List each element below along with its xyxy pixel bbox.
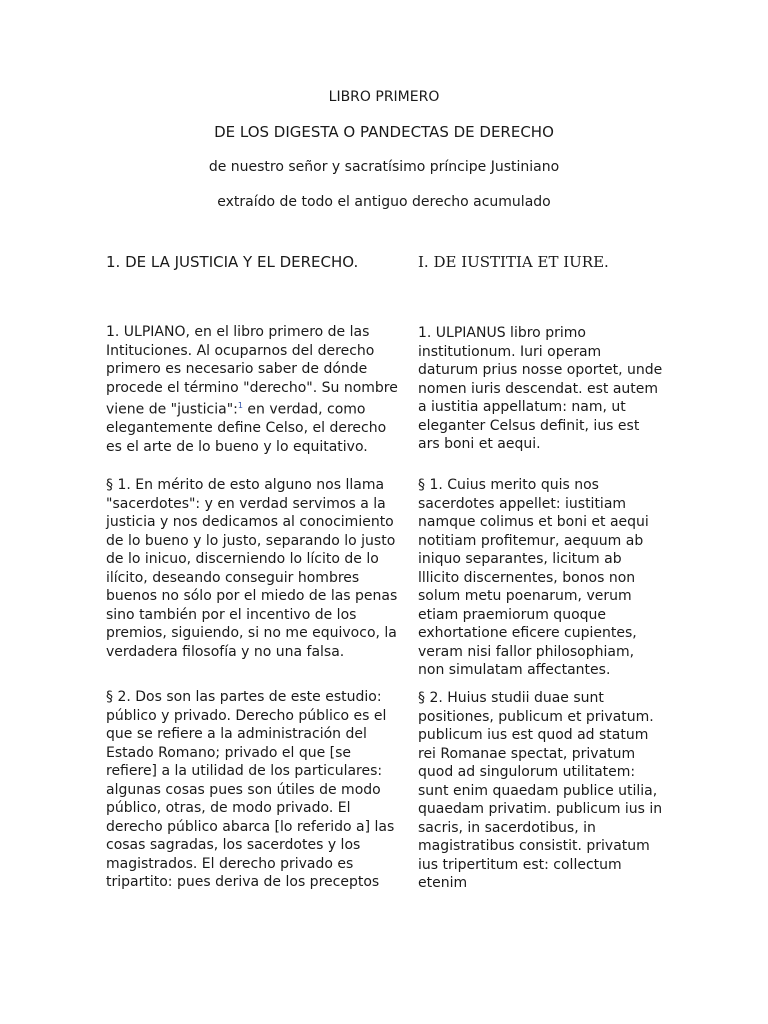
latin-paragraph-3: § 2. Huius studii duae sunt positiones, publicum et privatum. publicum ius est quod ad statum rei Romanae spectat, privatum quod ad singulorum utilitatem: sunt enim quaedam publice utilia, quaedam privatim. publicum ius in sacris, in sacerdotibus, in magistratibus consistit. privatum ius tripertitum est: collectum etenim bbox=[418, 690, 663, 891]
latin-paragraph-2: § 1. Cuius merito quis nos sacerdotes appellet: iustitiam namque colimus et boni et aequi notitiam profitemur, aequum ab iniquo separantes, licitum ab lllicito discernentes, bonos non solum metu poenarum, verum etiam praemiorum quoque exhortatione eficere cupientes, veram nisi fallor philosophiam, non simulatam affectantes. bbox=[418, 477, 649, 678]
spanish-paragraph-3: § 2. Dos son las partes de este estudio: público y privado. Derecho público es el que se refiere a la administración del Estado Romano; privado el que [se refiere] a la utilidad de los particulares: algunas cosas pues son útiles de modo público, otras, de modo privado. El derecho público abarca [lo referido a] las cosas sagradas, los sacerdotes y los magistrados. El derecho privado es tripartito: pues deriva de los preceptos bbox=[106, 689, 395, 890]
work-subtitle: de nuestro señor y sacratísimo príncipe Justiniano bbox=[208, 159, 560, 175]
latin-section-heading: I. DE IUSTITIA ET IURE. bbox=[418, 253, 609, 271]
work-title: DE LOS DIGESTA O PANDECTAS DE DERECHO bbox=[214, 123, 554, 141]
book-heading: LIBRO PRIMERO bbox=[328, 89, 440, 105]
spanish-paragraph-2: § 1. En mérito de esto alguno nos llama "sacerdotes": y en verdad servimos a la justicia y nos dedicamos al conocimiento de lo bueno y lo justo, separando lo justo de lo inicuo, discerniendo lo lícito de lo ilícito, deseando conseguir hombres buenos no sólo por el miedo de las penas sino también por el incentivo de los premios, siguiendo, si no me equivoco, la verdadera filosofía y no una falsa. bbox=[106, 477, 398, 660]
footnote-link[interactable]: 1 bbox=[237, 401, 243, 410]
spanish-section-heading: 1. DE LA JUSTICIA Y EL DERECHO. bbox=[106, 253, 359, 271]
spanish-paragraph-1 bbox=[106, 323, 406, 456]
work-extract-line: extraído de todo el antiguo derecho acumulado bbox=[217, 194, 551, 210]
spanish-paragraph-1-text-a: 1. ULPIANO, en el libro primero de las Intituciones. Al ocuparnos del derecho primero es necesario saber de dónde procede el término "derecho". Su nombre viene de "justicia": bbox=[106, 324, 398, 418]
latin-paragraph-1: 1. ULPIANUS libro primo institutionum. Iuri operam daturum prius nosse oportet, unde nomen iuris descendat. est autem a iustitia appellatum: nam, ut eleganter Celsus definit, ius est ars boni et aequi. bbox=[418, 325, 663, 452]
spanish-paragraph-1-text-b: en verdad, como elegantemente define Celso, el derecho es el arte de lo bueno y lo equitativo. bbox=[106, 401, 387, 455]
